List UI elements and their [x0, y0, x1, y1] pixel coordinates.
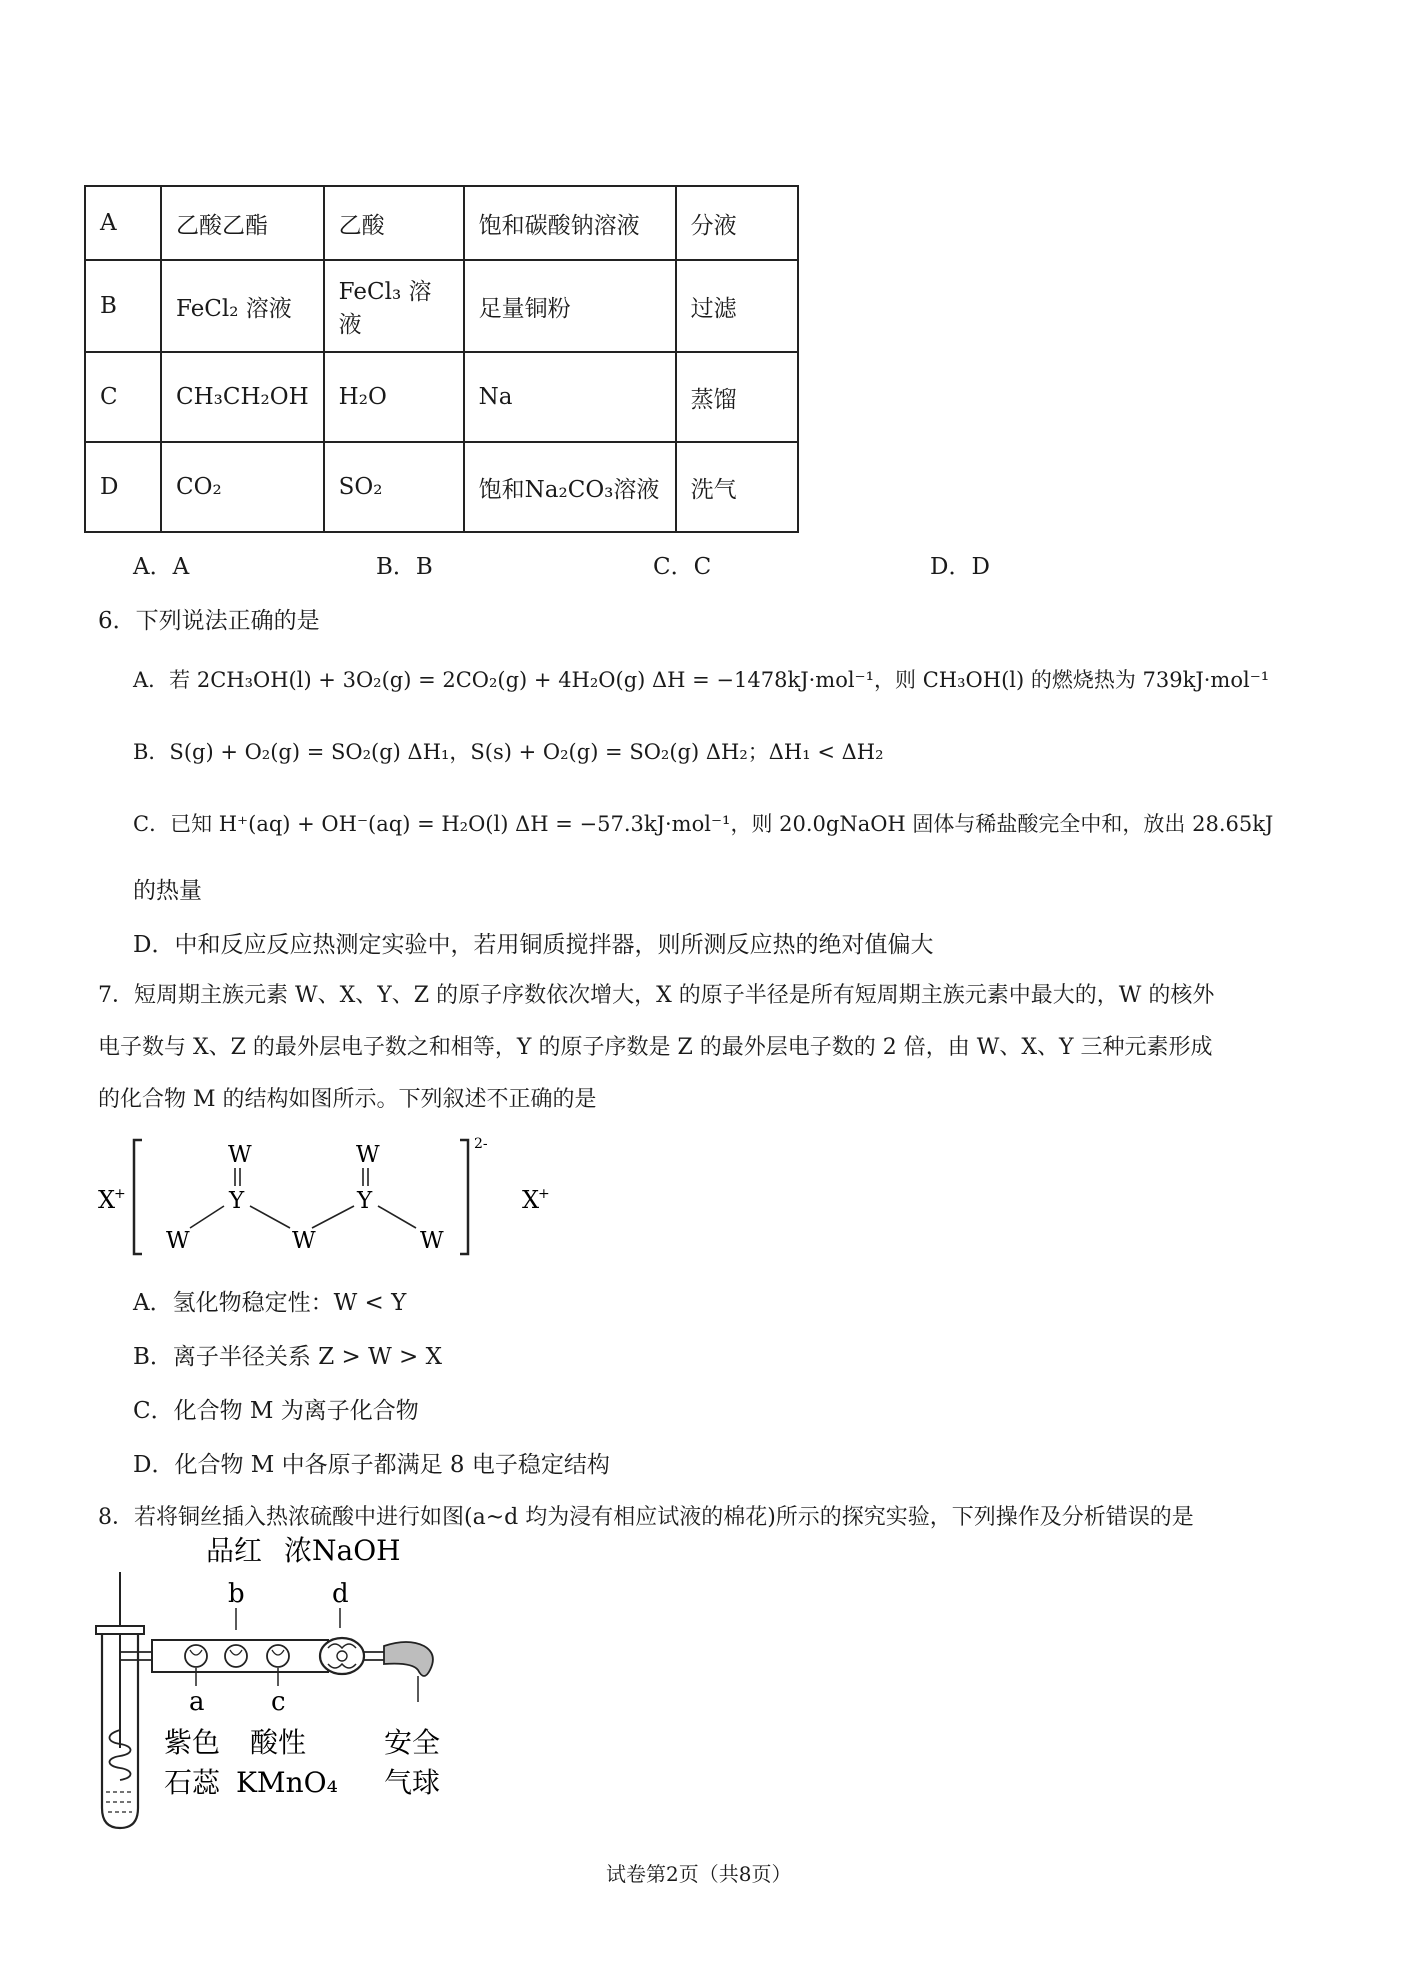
q7-option-c: C．化合物 M 为离子化合物: [133, 1398, 419, 1424]
q5-option-c: C．C: [653, 554, 712, 580]
atom-w-bottom-1: W: [166, 1228, 190, 1254]
apparatus-diagram: [88, 1530, 488, 1840]
label-shirui: 石蕊: [164, 1766, 221, 1799]
cation-left-charge: +: [114, 1186, 126, 1202]
table-row: [85, 186, 798, 260]
anion-charge: 2-: [474, 1136, 488, 1152]
q7-option-b: B．离子半径关系 Z > W > X: [133, 1344, 442, 1370]
cell: 洗气: [676, 442, 798, 532]
q6-option-d: D．中和反应反应热测定实验中，若用铜质搅拌器，则所测反应热的绝对值偏大: [133, 932, 934, 958]
q5-option-b: B．B: [376, 554, 433, 580]
cell: 饱和碳酸钠溶液: [464, 186, 676, 260]
cell: FeCl₃ 溶液: [324, 260, 464, 352]
cell: SO₂: [324, 442, 464, 532]
q6-option-c: C．已知 H⁺(aq) + OH⁻(aq) = H₂O(l) ΔH = −57.3kJ·mol⁻¹，则 20.0gNaOH 固体与稀盐酸完全中和，放出 28.65kJ: [133, 812, 1274, 836]
q7-stem-line2: 电子数与 X、Z 的最外层电子数之和相等，Y 的原子序数是 Z 的最外层电子数的 2 倍，由 W、X、Y 三种元素形成: [98, 1035, 1213, 1060]
cell: 乙酸: [324, 186, 464, 260]
q6-option-b: B．S(g) + O₂(g) = SO₂(g) ΔH₁，S(s) + O₂(g) = SO₂(g) ΔH₂；ΔH₁ < ΔH₂: [133, 740, 884, 764]
label-a: a: [189, 1687, 205, 1717]
atom-w-bridge: W: [292, 1228, 316, 1254]
page-footer: 试卷第2页（共8页）: [606, 1862, 792, 1886]
row-label: B: [85, 260, 161, 352]
label-d: d: [332, 1579, 349, 1609]
q5-option-a: A．A: [133, 554, 190, 580]
cation-right: X: [522, 1186, 540, 1214]
atom-y-right: Y: [357, 1188, 373, 1214]
right-bracket: [460, 1140, 468, 1254]
label-pinhong: 品红: [206, 1534, 263, 1567]
cell: 饱和Na₂CO₃溶液: [464, 442, 676, 532]
cell: H₂O: [324, 352, 464, 442]
cell: 过滤: [676, 260, 798, 352]
label-kmno4: KMnO₄: [236, 1766, 338, 1799]
cation-left: X: [98, 1186, 116, 1214]
q6-option-c-cont: 的热量: [133, 878, 202, 904]
q7-option-a: A．氢化物稳定性：W < Y: [133, 1290, 407, 1316]
label-naoh: 浓NaOH: [284, 1534, 401, 1567]
cell: CO₂: [161, 442, 324, 532]
structure-diagram: [90, 1130, 570, 1270]
q8-stem: 8．若将铜丝插入热浓硫酸中进行如图(a~d 均为浸有相应试液的棉花)所示的探究实验，下列操作及分析错误的是: [98, 1505, 1194, 1530]
left-bracket: [134, 1140, 142, 1254]
options-table: [84, 185, 799, 533]
label-suanxing: 酸性: [250, 1726, 307, 1759]
cell: 乙酸乙酯: [161, 186, 324, 260]
cell: Na: [464, 352, 676, 442]
atom-w-bottom-2: W: [420, 1228, 444, 1254]
row-label: C: [85, 352, 161, 442]
cell: FeCl₂ 溶液: [161, 260, 324, 352]
q7-stem-line3: 的化合物 M 的结构如图所示。下列叙述不正确的是: [98, 1087, 597, 1112]
q6-stem: 6．下列说法正确的是: [98, 608, 320, 634]
row-label: A: [85, 186, 161, 260]
q7-option-d: D．化合物 M 中各原子都满足 8 电子稳定结构: [133, 1452, 610, 1478]
cell: 足量铜粉: [464, 260, 676, 352]
atom-y-left: Y: [229, 1188, 245, 1214]
row-label: D: [85, 442, 161, 532]
atom-w-top-right: W: [356, 1142, 380, 1168]
cation-right-charge: +: [538, 1186, 550, 1202]
table-row: [85, 442, 798, 532]
table-row: [85, 352, 798, 442]
cell: 分液: [676, 186, 798, 260]
label-b: b: [228, 1579, 245, 1609]
label-c: c: [271, 1687, 286, 1717]
cell: CH₃CH₂OH: [161, 352, 324, 442]
safety-balloon: [384, 1642, 433, 1676]
label-zise: 紫色: [164, 1726, 221, 1759]
table-row: [85, 260, 798, 352]
atom-w-top-left: W: [228, 1142, 252, 1168]
label-anquan: 安全: [384, 1726, 441, 1759]
q7-stem-line1: 7．短周期主族元素 W、X、Y、Z 的原子序数依次增大，X 的原子半径是所有短周期主族元素中最大的，W 的核外: [98, 983, 1215, 1008]
q5-option-d: D．D: [930, 554, 990, 580]
label-qiqiu: 气球: [384, 1766, 441, 1799]
cell: 蒸馏: [676, 352, 798, 442]
q6-option-a: A．若 2CH₃OH(l) + 3O₂(g) = 2CO₂(g) + 4H₂O(g) ΔH = −1478kJ·mol⁻¹，则 CH₃OH(l) 的燃烧热为 739kJ·mol⁻¹: [133, 668, 1270, 692]
